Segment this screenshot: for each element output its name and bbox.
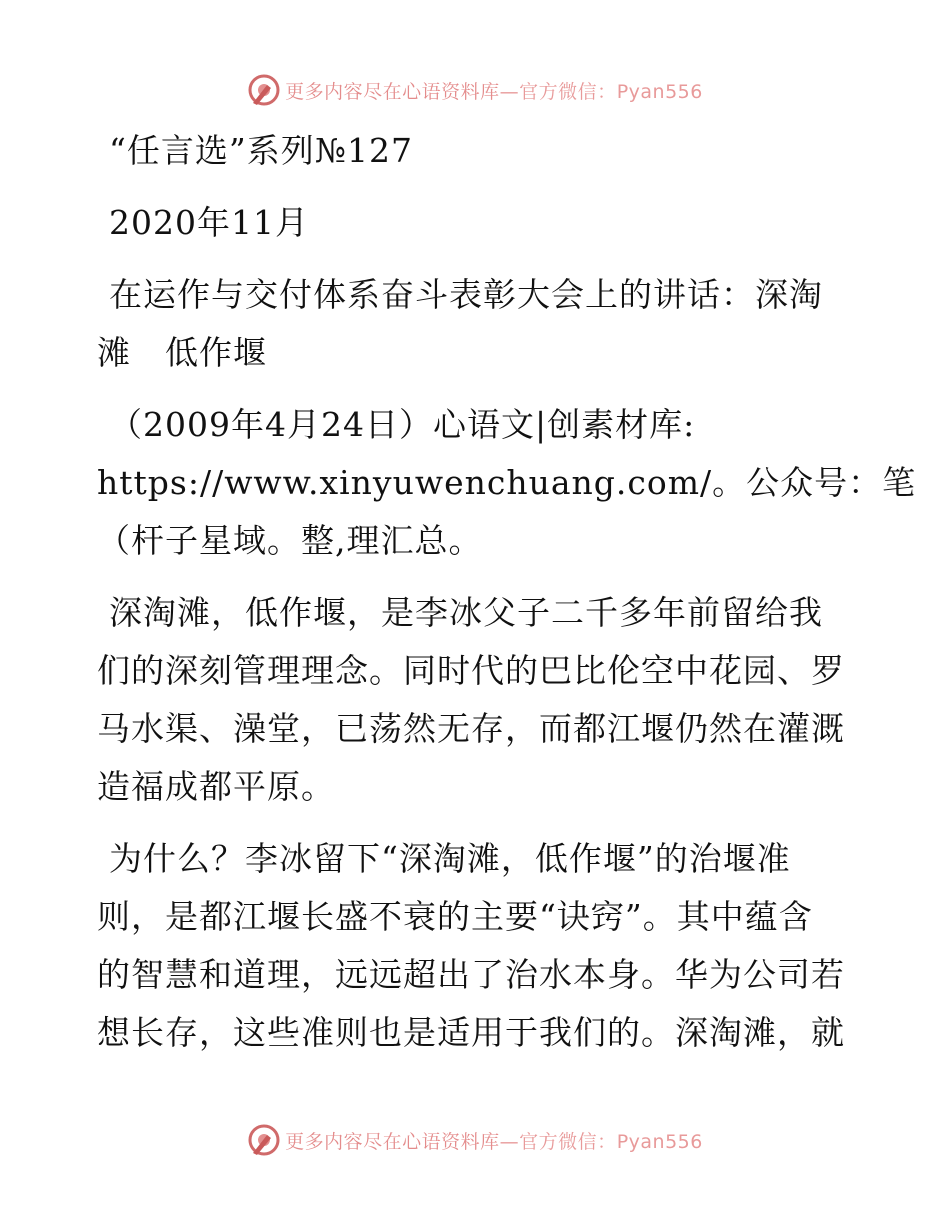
watermark-handle: Pyan556 bbox=[616, 80, 703, 103]
paragraph-2 bbox=[97, 830, 857, 1062]
watermark-banner-top bbox=[0, 72, 950, 108]
title-line: 滩 低作堰 bbox=[97, 333, 267, 372]
watermark-text bbox=[285, 1127, 703, 1154]
pen-logo-icon bbox=[247, 73, 281, 107]
watermark-dash: — bbox=[499, 80, 520, 103]
paragraph-line: 则，是都江堰长盛不衰的主要“诀窍”。其中蕴含 bbox=[97, 897, 813, 936]
watermark-dash: — bbox=[499, 1130, 520, 1153]
document-date: 2020年11月 bbox=[109, 203, 309, 242]
source-line: https://www.xinyuwenchuang.com/。公众号：笔 bbox=[97, 463, 917, 502]
watermark-official: 官方微信： bbox=[519, 80, 617, 103]
watermark-brand: 更多内容尽在心语资料库 bbox=[285, 1130, 500, 1153]
source-note bbox=[97, 396, 917, 570]
paragraph-line: 马水渠、澡堂，已荡然无存，而都江堰仍然在灌溉 bbox=[97, 709, 845, 748]
source-line: （2009年4月24日）心语文|创素材库: bbox=[109, 405, 696, 444]
source-line: （杆子星域。整,理汇总。 bbox=[97, 521, 483, 560]
watermark-official: 官方微信： bbox=[519, 1130, 617, 1153]
document-body bbox=[97, 122, 917, 1062]
pen-logo-icon bbox=[247, 1123, 281, 1157]
document-title bbox=[97, 266, 857, 382]
title-line: 在运作与交付体系奋斗表彰大会上的讲话：深淘 bbox=[109, 275, 823, 314]
watermark-text bbox=[285, 77, 703, 104]
paragraph-line: 们的深刻管理理念。同时代的巴比伦空中花园、罗 bbox=[97, 651, 845, 690]
paragraph-1 bbox=[97, 584, 857, 816]
paragraph-line: 的智慧和道理，远远超出了治水本身。华为公司若 bbox=[97, 955, 845, 994]
watermark-handle: Pyan556 bbox=[616, 1130, 703, 1153]
paragraph-line: 想长存，这些准则也是适用于我们的。深淘滩，就 bbox=[97, 1013, 845, 1052]
paragraph-line: 造福成都平原。 bbox=[97, 767, 335, 806]
watermark-banner-bottom bbox=[0, 1122, 950, 1158]
paragraph-line: 深淘滩，低作堰，是李冰父子二千多年前留给我 bbox=[109, 593, 823, 632]
watermark-brand: 更多内容尽在心语资料库 bbox=[285, 80, 500, 103]
paragraph-line: 为什么？李冰留下“深淘滩，低作堰”的治堰准 bbox=[109, 839, 791, 878]
series-label: “任言选”系列№127 bbox=[109, 131, 413, 170]
